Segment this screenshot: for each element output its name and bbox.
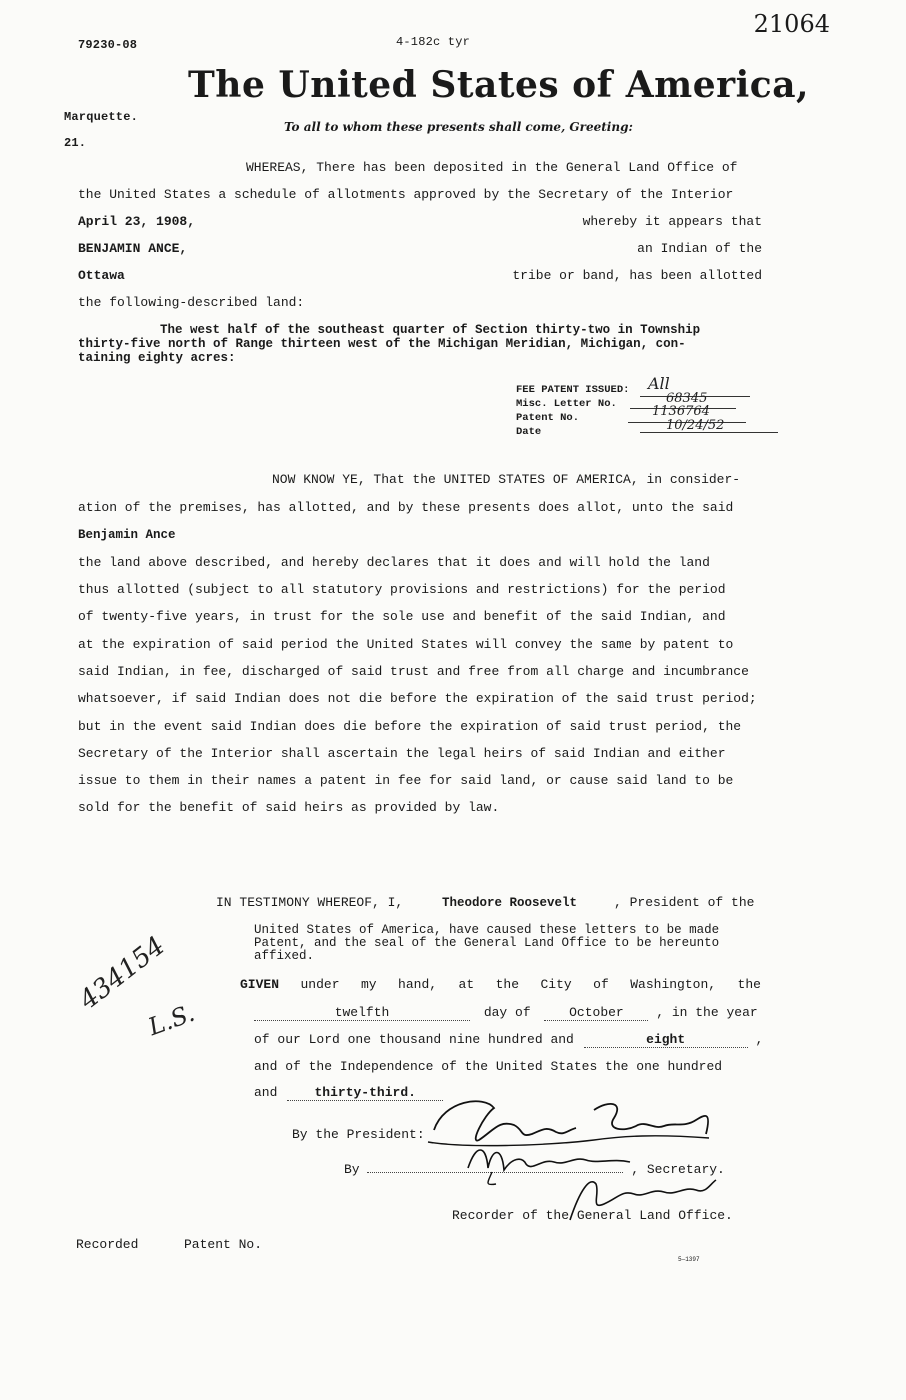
- president-name: Theodore Roosevelt: [442, 896, 578, 910]
- given-word-1: GIVEN: [240, 977, 280, 992]
- allottee-name-2: Benjamin Ance: [78, 528, 176, 542]
- patent-number-label: Patent No.: [516, 412, 580, 424]
- allottee-line: [78, 241, 762, 256]
- land-office-number: 21.: [64, 136, 87, 150]
- testimony-lead: IN TESTIMONY WHEREOF, I,: [216, 895, 404, 910]
- body-line-7: but in the event said Indian does die before the expiration of said trust period, the: [78, 719, 742, 734]
- fee-patent-issued-label: FEE PATENT ISSUED:: [516, 384, 630, 396]
- given-word-10: the: [737, 977, 761, 992]
- given-word-7: City: [540, 977, 572, 992]
- month-value: October: [544, 1005, 648, 1021]
- given-word-6: the: [495, 977, 520, 992]
- by-label: By: [344, 1162, 360, 1177]
- body-line-9: issue to them in their names a patent in fee for said land, or cause said land to be: [78, 773, 734, 788]
- given-word-5: at: [458, 977, 475, 992]
- body-line-5: said Indian, in fee, discharged of said trust and free from all charge and incumbrance: [78, 664, 749, 679]
- secretary-label: , Secretary.: [631, 1162, 725, 1177]
- allottee-name: BENJAMIN ANCE,: [78, 241, 188, 256]
- land-office: Marquette.: [64, 110, 139, 124]
- patent-number-footer-label: Patent No.: [184, 1237, 263, 1252]
- patent-number-value: 1136764: [652, 404, 710, 419]
- body-line-10: sold for the benefit of said heirs as provided by law.: [78, 800, 500, 815]
- given-word-4: hand,: [398, 977, 438, 992]
- serial-number: 21064: [753, 10, 830, 38]
- whereas-line-1: WHEREAS, There has been deposited in the General Land Office of: [246, 160, 738, 175]
- year-value: eight: [584, 1032, 748, 1048]
- approval-date-tail: whereby it appears that: [582, 214, 762, 229]
- form-code: 4-182c tyr: [396, 35, 471, 49]
- body-line-2: thus allotted (subject to all statutory provisions and restrictions) for the period: [78, 582, 726, 597]
- land-description-3: taining eighty acres:: [78, 351, 236, 365]
- whereas-line-2: [78, 187, 762, 202]
- body-line-3: of twenty-five years, in trust for the sole use and benefit of the said Indian, and: [78, 609, 726, 624]
- independence-year-value: thirty-third.: [287, 1085, 443, 1101]
- fee-patent-underline-4: [640, 432, 778, 433]
- day-value: twelfth: [254, 1005, 470, 1021]
- body-line-8: Secretary of the Interior shall ascertain the legal heirs of said Indian and either: [78, 746, 726, 761]
- testimony-line-2: Patent, and the seal of the General Land Office to be hereunto: [254, 936, 720, 950]
- whereas-date-line: [78, 214, 762, 229]
- body-line-1: the land above described, and hereby declares that it does and will hold the land: [78, 555, 710, 570]
- in-year-label: , in the year: [656, 1005, 758, 1020]
- approval-date: April 23, 1908,: [78, 214, 196, 229]
- now-know-line-2-text: ation of the premises, has allotted, and by these presents does allot, unto the said: [78, 500, 734, 515]
- now-know-line-2: [78, 500, 762, 515]
- recorder-signature: [560, 1170, 720, 1226]
- recorded-label: Recorded: [76, 1237, 139, 1252]
- recorder-line: Recorder of the General Land Office.: [452, 1208, 733, 1223]
- day-line: [254, 1005, 758, 1021]
- misc-letter-label: Misc. Letter No.: [516, 398, 617, 410]
- independence-year-line: [254, 1085, 443, 1101]
- tribe-name: Ottawa: [78, 268, 125, 283]
- document-number: 79230-08: [78, 38, 138, 52]
- testimony-line-3: affixed.: [254, 949, 315, 963]
- whereas-line-end: the following-described land:: [78, 295, 305, 310]
- fee-patent-date-value: 10/24/52: [666, 418, 725, 433]
- testimony-lead-tail: , President of the: [614, 895, 755, 910]
- now-know-line-1: NOW KNOW YE, That the UNITED STATES OF AMERICA, in consider-: [272, 472, 741, 487]
- given-word-9: Washington,: [630, 977, 717, 992]
- tribe-tail: tribe or band, has been allotted: [512, 268, 762, 283]
- given-word-8: of: [593, 977, 609, 992]
- lord-line: [254, 1032, 763, 1048]
- whereas-line-2-text: the United States a schedule of allotments approved by the Secretary of the Interior: [78, 187, 734, 202]
- greeting: To all to whom these presents shall come, Greeting:: [284, 120, 633, 134]
- land-description-1: The west half of the southeast quarter of Section thirty-two in Township: [160, 323, 701, 337]
- form-mark: 5—1397: [678, 1256, 700, 1263]
- tribe-line: [78, 268, 762, 283]
- document-title: The United States of America,: [188, 64, 810, 106]
- land-description-2: thirty-five north of Range thirteen west of the Michigan Meridian, Michigan, con-: [78, 337, 686, 351]
- fee-patent-date-label: Date: [516, 426, 542, 438]
- margin-note-seal: L.S.: [144, 998, 199, 1042]
- body-line-4: at the expiration of said period the United States will convey the same by patent to: [78, 637, 734, 652]
- testimony-line-1: United States of America, have caused these letters to be made: [254, 923, 720, 937]
- allottee-tail: an Indian of the: [637, 241, 762, 256]
- given-line: [240, 977, 761, 992]
- fee-patent-stamp: [516, 374, 780, 444]
- by-president-label: By the President:: [292, 1127, 425, 1142]
- lord-text: of our Lord one thousand nine hundred and: [254, 1032, 574, 1047]
- lord-line-comma: ,: [755, 1032, 764, 1047]
- and-label: and: [254, 1085, 278, 1100]
- misc-letter-value: 68345: [666, 391, 708, 406]
- margin-note-number: 434154: [74, 930, 171, 1016]
- day-of-label: day of: [483, 1005, 531, 1020]
- given-word-2: under: [300, 977, 340, 992]
- given-word-3: my: [360, 977, 377, 992]
- independence-line: and of the Independence of the United States the one hundred: [254, 1059, 723, 1074]
- body-line-6: whatsoever, if said Indian does not die before the expiration of the said trust period;: [78, 691, 757, 706]
- fee-patent-issued-value: All: [648, 374, 670, 393]
